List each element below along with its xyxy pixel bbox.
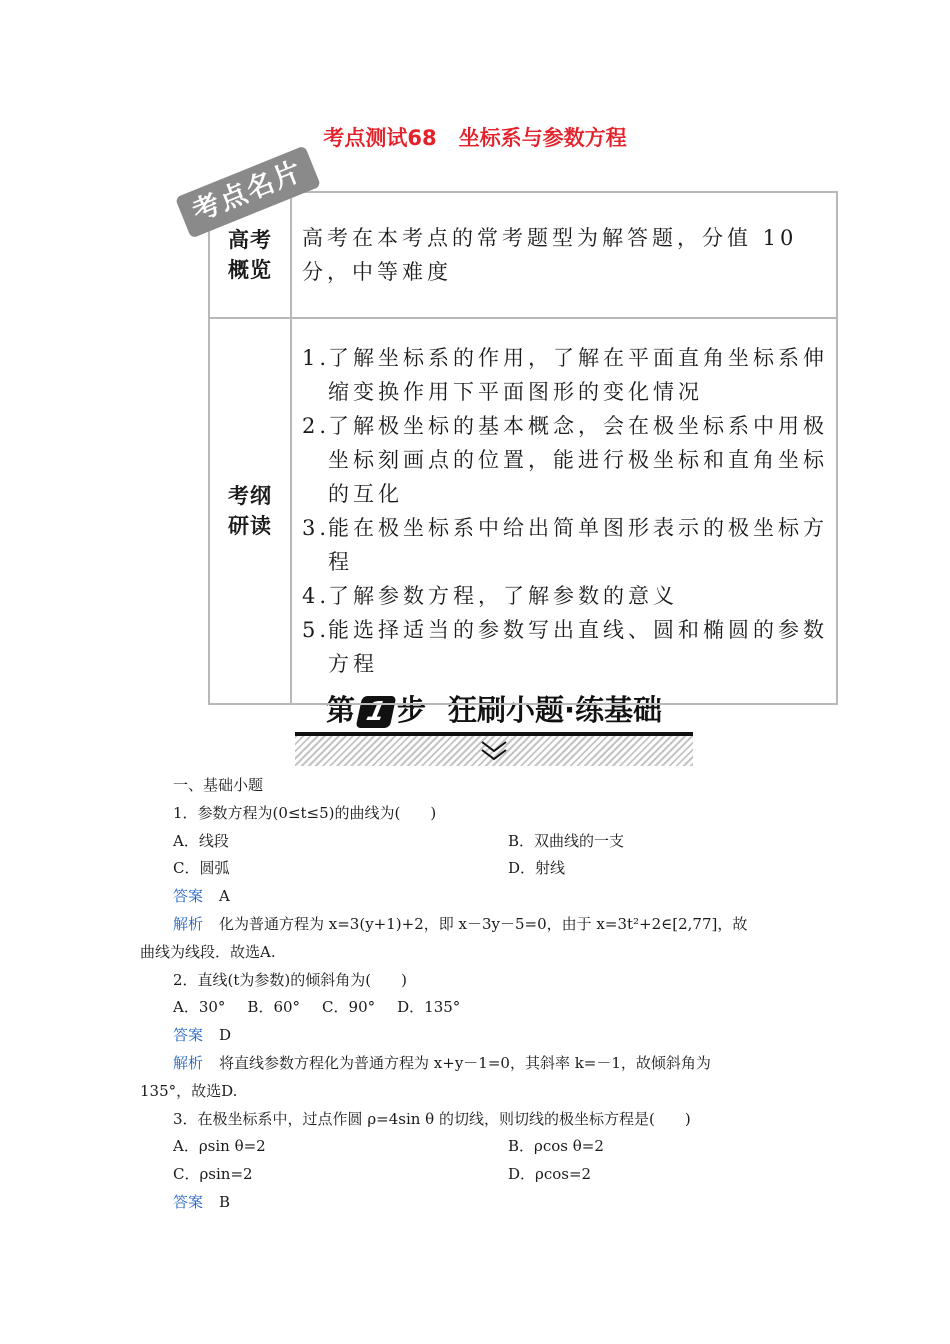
- analysis-continuation: 135°，故选D.: [140, 1081, 238, 1100]
- option-c: C．圆弧: [173, 859, 230, 878]
- option-a: A．线段: [173, 831, 229, 850]
- list-item: 3. 能在极坐标系中给出简单图形表示的极坐标方程: [302, 516, 828, 574]
- page-title: [0, 122, 950, 152]
- option-b: B．60°: [247, 998, 301, 1017]
- row-label-overview: 高考 概览: [209, 192, 291, 318]
- list-item: 2. 了解极坐标的基本概念，会在极坐标系中用极坐标刻画点的位置，能进行极坐标和直角坐标的互化: [302, 414, 828, 506]
- syllabus-list: [291, 318, 837, 704]
- row-label-syllabus: 考纲 研读: [209, 318, 291, 704]
- option-d: D．射线: [508, 859, 566, 878]
- option-a: A．ρsin θ=2: [173, 1137, 266, 1156]
- banner-prefix: 第: [325, 693, 355, 727]
- title-topic: 坐标系与参数方程: [458, 126, 627, 150]
- option-a: A．30°: [173, 998, 226, 1017]
- question-stem: 3．在极坐标系中，过点作圆 ρ=4sin θ 的切线，则切线的极坐标方程是( ): [173, 1109, 691, 1128]
- list-item: 4. 了解参数方程，了解参数的意义: [302, 584, 678, 608]
- analysis-line: 解析 将直线参数方程化为普通方程为 x+y－1=0，其斜率 k=－1，故倾斜角为: [173, 1053, 711, 1072]
- section-heading: 一、基础小题: [173, 776, 264, 794]
- option-d: D．135°: [397, 998, 461, 1017]
- banner-title: 狂刷小题·练基础: [448, 693, 663, 727]
- list-item: 5. 能选择适当的参数写出直线、圆和椭圆的参数方程: [302, 618, 828, 676]
- analysis-line: 解析 化为普通方程为 x=3(y+1)+2，即 x－3y－5=0，由于 x=3t²+2∈[2,77]，故: [173, 914, 748, 933]
- list-item: 1. 了解坐标系的作用，了解在平面直角坐标系伸缩变换作用下平面图形的变化情况: [302, 346, 828, 404]
- options-row: [140, 855, 816, 883]
- answer-line: 答案 A: [173, 887, 230, 906]
- step-number-badge: 1: [356, 696, 397, 728]
- analysis-continuation: 曲线为线段．故选A.: [140, 942, 276, 961]
- question-body: [140, 772, 816, 1217]
- question-stem: 2．直线(t为参数)的倾斜角为( ): [173, 970, 407, 989]
- options-row: [140, 994, 816, 1022]
- options-row: [140, 1161, 816, 1189]
- banner-hatch: [295, 736, 693, 766]
- options-row: [140, 828, 816, 856]
- overview-text: 高考在本考点的常考题型为解答题，分值 10 分，中等难度: [291, 192, 837, 318]
- answer-line: 答案 B: [173, 1192, 231, 1211]
- option-b: B．双曲线的一支: [508, 831, 625, 850]
- options-row: [140, 1133, 816, 1161]
- double-chevron-down-icon: [479, 738, 509, 764]
- answer-line: 答案 D: [173, 1026, 232, 1045]
- stamp-badge: 考点名片: [175, 145, 321, 238]
- title-number: 考点测试68: [323, 126, 437, 150]
- option-c: C．90°: [322, 998, 376, 1017]
- banner-step: 步: [396, 693, 426, 727]
- question-stem: 1．参数方程为(0≤t≤5)的曲线为( ): [173, 803, 437, 822]
- option-c: C．ρsin=2: [173, 1165, 253, 1184]
- overview-card: [208, 191, 838, 705]
- option-b: B．ρcos θ=2: [508, 1137, 604, 1156]
- option-d: D．ρcos=2: [508, 1165, 592, 1184]
